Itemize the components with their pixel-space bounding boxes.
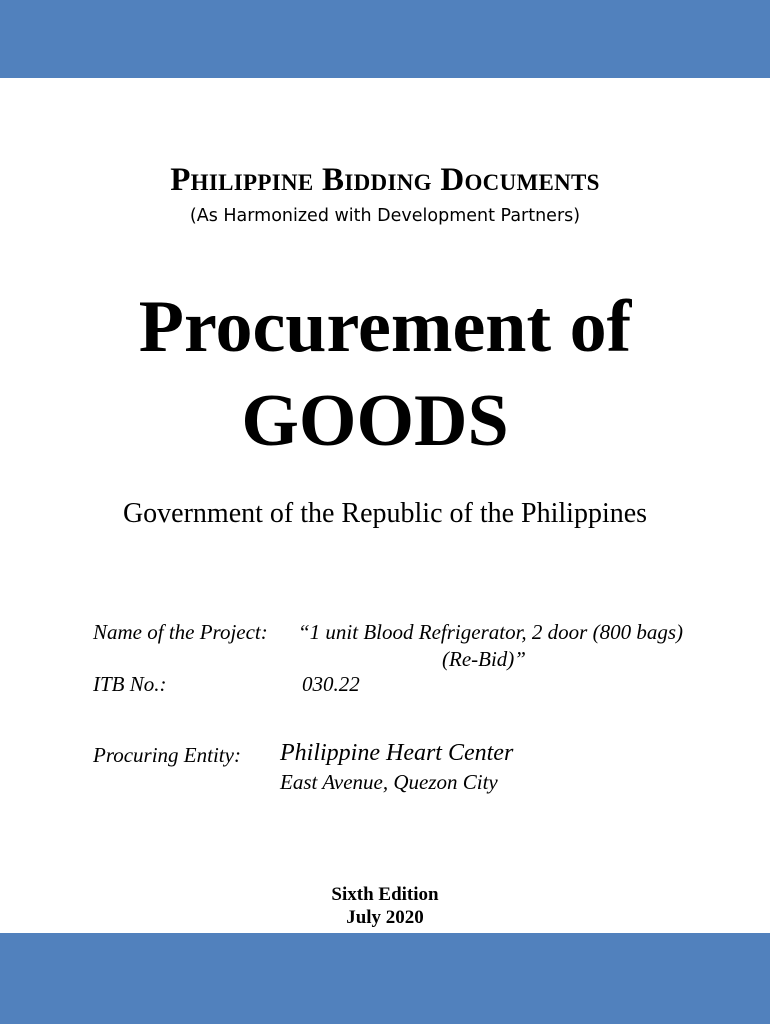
edition-label: Sixth Edition xyxy=(331,884,439,905)
procuring-entity-address: East Avenue, Quezon City xyxy=(280,770,498,794)
project-name-line-1: “1 unit Blood Refrigerator, 2 door (800 bags) xyxy=(298,620,684,644)
project-name-line-2: (Re-Bid)” xyxy=(442,647,526,671)
main-title-line-1: Procurement of xyxy=(138,286,632,368)
bottom-color-band xyxy=(0,933,770,1024)
itb-number-value: 030.22 xyxy=(302,672,360,696)
series-subtitle: (As Harmonized with Development Partners) xyxy=(189,206,581,226)
edition-date: July 2020 xyxy=(346,907,424,928)
government-name: Government of the Republic of the Philippines xyxy=(122,498,648,529)
procuring-entity-label: Procuring Entity: xyxy=(93,743,241,767)
project-name-label: Name of the Project: xyxy=(93,620,268,644)
top-color-band xyxy=(0,0,770,78)
procuring-entity-name: Philippine Heart Center xyxy=(280,740,514,766)
series-title: Philippine Bidding Documents xyxy=(170,162,600,198)
main-title-line-2: GOODS xyxy=(241,380,509,462)
itb-number-label: ITB No.: xyxy=(93,672,167,696)
